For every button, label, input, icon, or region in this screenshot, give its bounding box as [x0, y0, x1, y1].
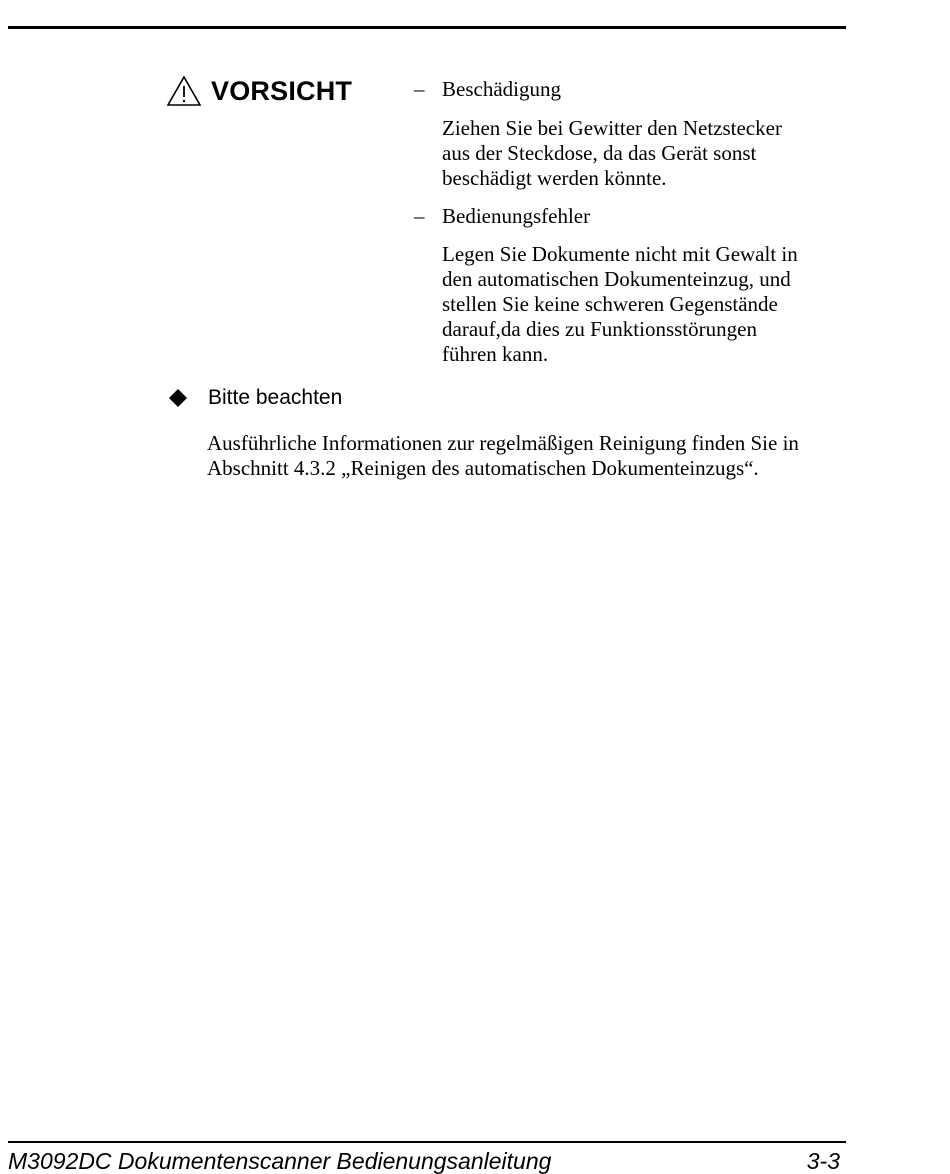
hazard-title: Bedienungsfehler: [442, 204, 591, 228]
dash-marker: –: [414, 204, 425, 228]
header-rule: [8, 26, 846, 29]
diamond-bullet-icon: [168, 388, 188, 408]
footer-title: M3092DC Dokumentenscanner Bedienungsanleitung: [8, 1148, 552, 1174]
caution-text: VORSICHT: [211, 76, 353, 106]
hazard-title: Beschädigung: [442, 77, 561, 101]
footer-rule: [8, 1141, 846, 1143]
hazard-text: Legen Sie Dokumente nicht mit Gewalt in den automatischen Dokumenteinzug, und stellen Sie keine schweren Gegenstände darauf,da dies zu Funktionsstörungen führen kann.: [442, 242, 798, 366]
hazard-text: Ziehen Sie bei Gewitter den Netzstecker aus der Steckdose, da das Gerät sonst beschädigt werden könnte.: [442, 116, 782, 190]
note-heading: [168, 385, 342, 411]
warning-triangle-icon: [166, 75, 202, 107]
page-number: 3-3: [806, 1148, 840, 1174]
note-heading-text: Bitte beachten: [208, 386, 343, 409]
note-text: Ausführliche Informationen zur regelmäßigen Reinigung finden Sie in Abschnitt 4.3.2 „Reinigen des automatischen Dokumenteinzugs“.: [207, 431, 799, 480]
dash-marker: –: [414, 77, 425, 101]
caution-label: [166, 73, 352, 109]
